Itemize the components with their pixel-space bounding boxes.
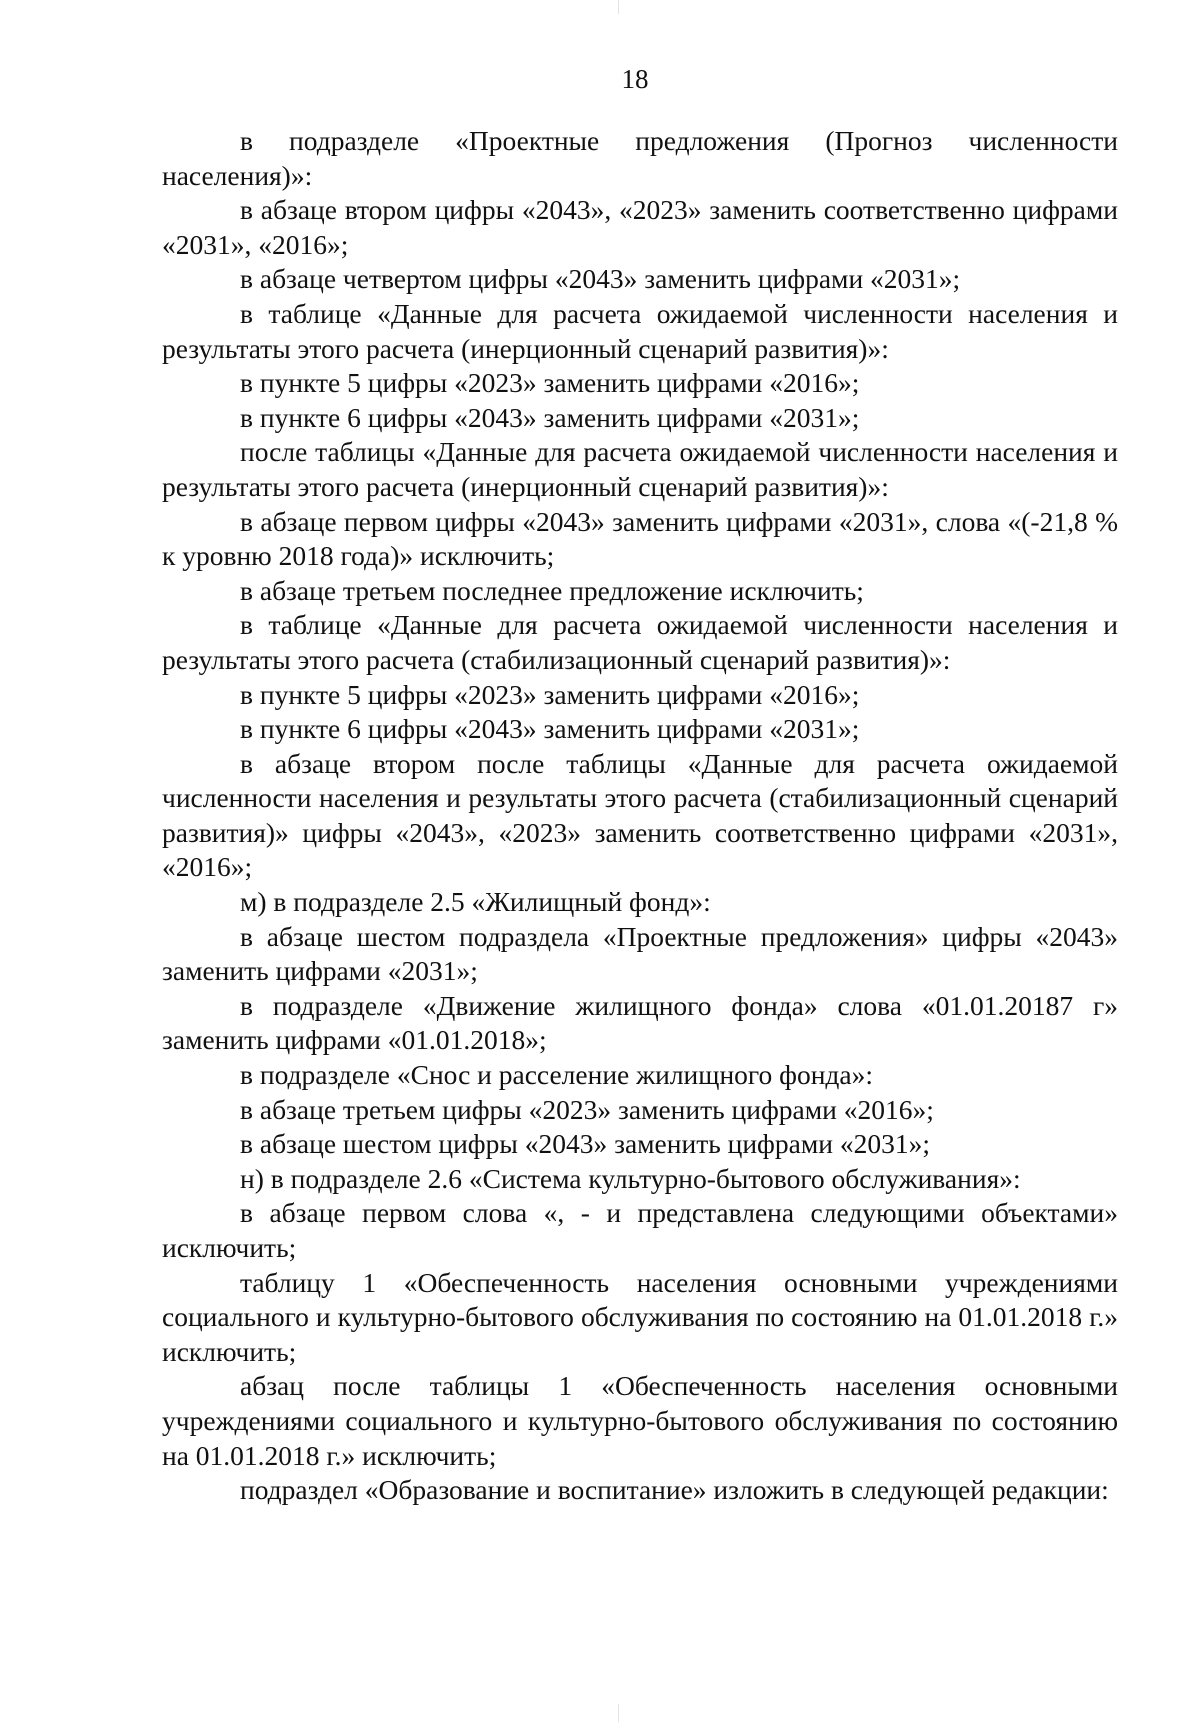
paragraph: в абзаце третьем последнее предложение исключить; (240, 574, 864, 606)
paragraph: в подразделе «Проектные предложения (Прогноз численности населения)»: (162, 125, 1118, 191)
paragraph: в пункте 5 цифры «2023» заменить цифрами «2016»; (240, 367, 860, 399)
paragraph: подраздел «Образование и воспитание» изложить в следующей редакции: (240, 1474, 1109, 1506)
paragraph: н) в подразделе 2.6 «Система культурно-бытового обслуживания»: (240, 1162, 1021, 1194)
scan-artifact-top (618, 0, 619, 14)
paragraph: после таблицы «Данные для расчета ожидаемой численности населения и результаты этого расчета (инерционный сценарий развития)»: (162, 436, 1118, 502)
paragraph: абзац после таблицы 1 «Обеспеченность населения основными учреждениями социального и культурно-бытового обслуживания по состоянию на 01.01.2018 г.» исключить; (162, 1370, 1118, 1471)
paragraph: в пункте 6 цифры «2043» заменить цифрами «2031»; (240, 401, 860, 433)
paragraph: в подразделе «Снос и расселение жилищного фонда»: (240, 1059, 874, 1091)
paragraph: м) в подразделе 2.5 «Жилищный фонд»: (240, 886, 711, 918)
paragraph: в абзаце первом слова «, - и представлена следующими объектами» исключить; (162, 1197, 1118, 1263)
paragraph: в абзаце шестом подраздела «Проектные предложения» цифры «2043» заменить цифрами «2031»; (162, 920, 1118, 987)
paragraph: в подразделе «Движение жилищного фонда» слова «01.01.20187 г» заменить цифрами «01.01.2018»; (162, 989, 1118, 1056)
paragraph: в абзаце четвертом цифры «2043» заменить цифрами «2031»; (240, 263, 961, 295)
page-number: 18 (621, 64, 649, 94)
paragraph: в пункте 5 цифры «2023» заменить цифрами «2016»; (240, 678, 860, 710)
paragraph: в абзаце шестом цифры «2043» заменить цифрами «2031»; (240, 1128, 930, 1160)
paragraph: в пункте 6 цифры «2043» заменить цифрами «2031»; (240, 713, 860, 745)
paragraph: в таблице «Данные для расчета ожидаемой численности населения и результаты этого расчета (инерционный сценарий развития)»: (162, 297, 1118, 364)
document-body (162, 124, 1118, 1508)
paragraph: в таблице «Данные для расчета ожидаемой численности населения и результаты этого расчета (стабилизационный сценарий развития)»: (162, 609, 1118, 675)
scan-artifact-bottom (618, 1704, 619, 1722)
paragraph: в абзаце третьем цифры «2023» заменить цифрами «2016»; (240, 1093, 934, 1125)
paragraph: таблицу 1 «Обеспеченность населения основными учреждениями социального и культурно-бытового обслуживания по состоянию на 01.01.2018 г.» исключить; (162, 1266, 1118, 1367)
paragraph: в абзаце втором цифры «2043», «2023» заменить соответственно цифрами «2031», «2016»; (162, 194, 1118, 260)
paragraph: в абзаце втором после таблицы «Данные для расчета ожидаемой численности населения и результаты этого расчета (стабилизационный сценарий развития)» цифры «2043», «2023» заменить соответственно цифрами «2031», «2016»; (162, 747, 1118, 883)
paragraph: в абзаце первом цифры «2043» заменить цифрами «2031», слова «(-21,8 % к уровню 2018 года)» исключить; (162, 505, 1118, 572)
